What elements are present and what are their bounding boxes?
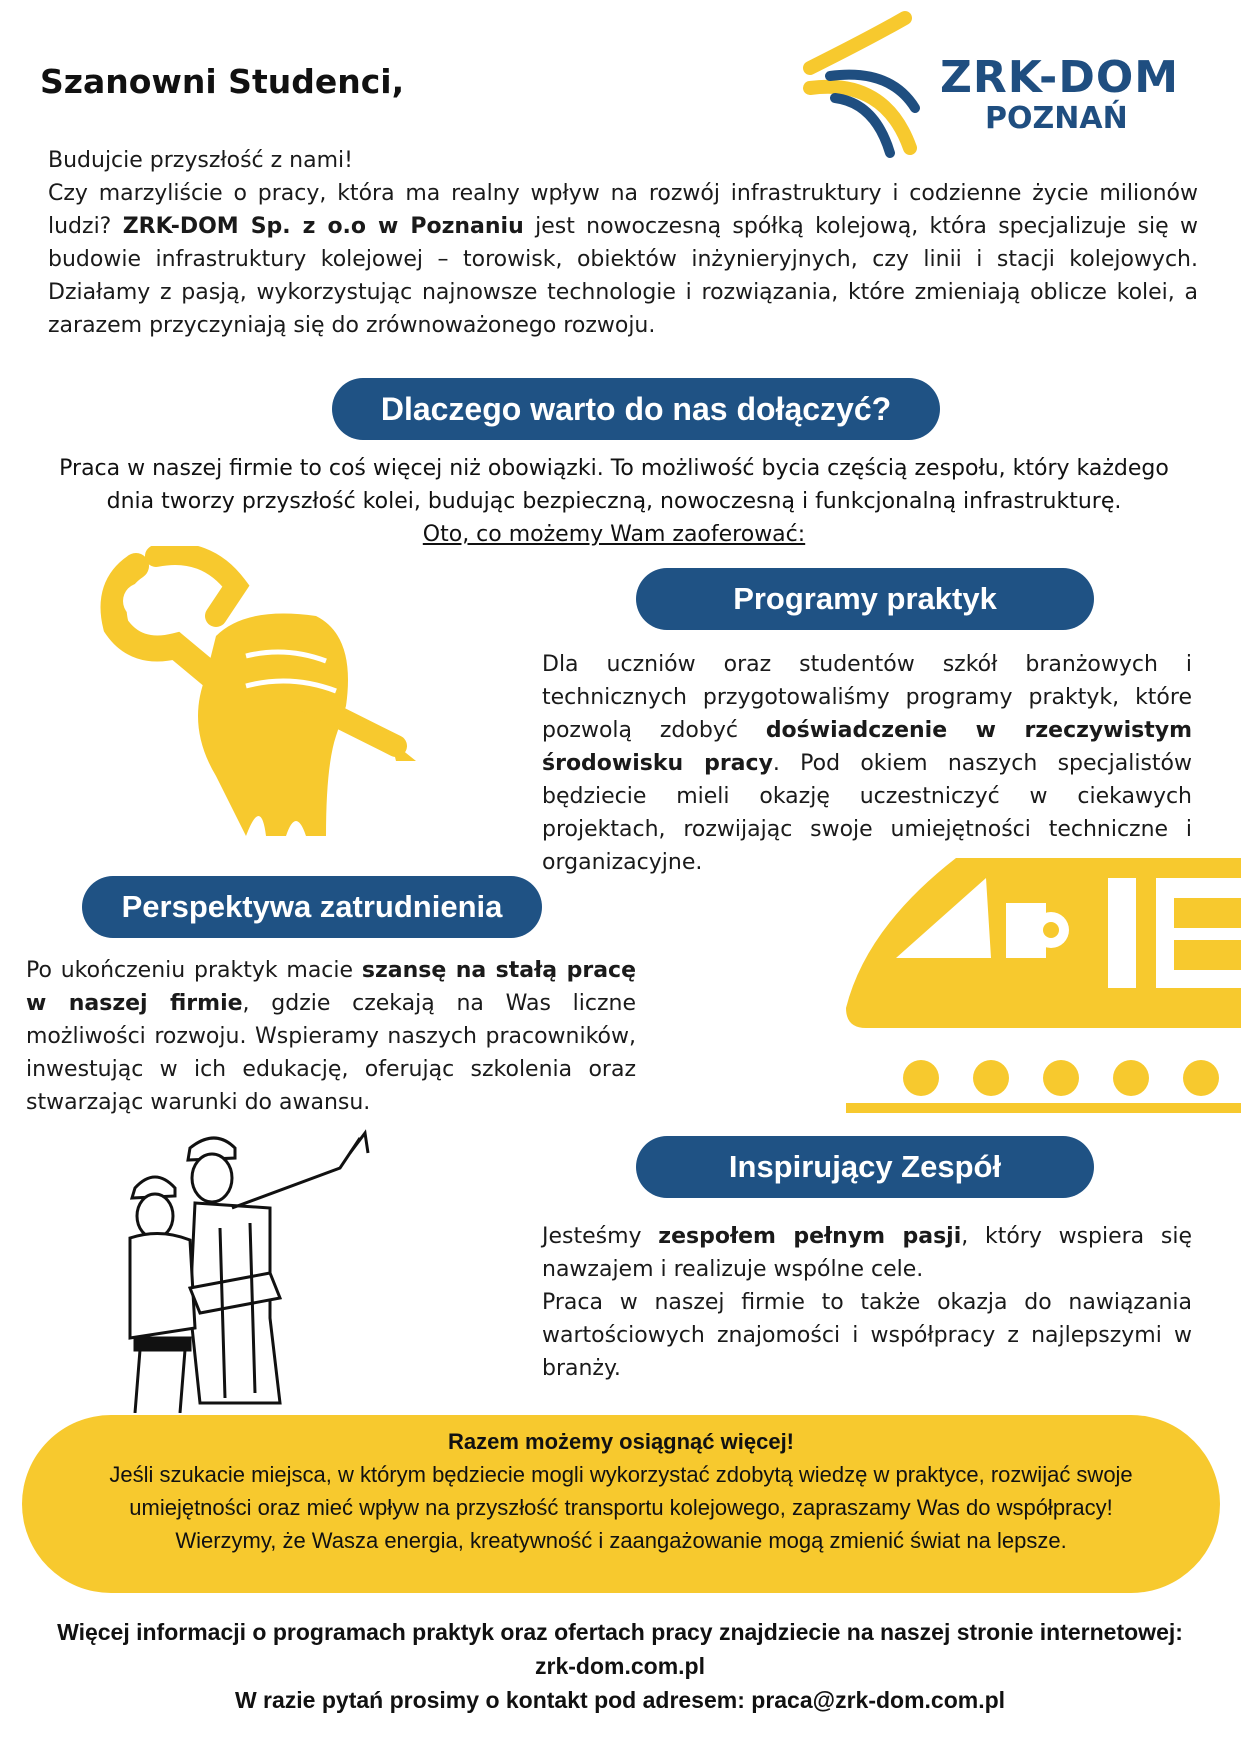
programs-text-b: . Pod okiem naszych specjalistów będziecie mieli okazję uczestniczyć w ciekawych projektach, rozwijając swoje umiejętności techniczne i organizacyjne. xyxy=(542,751,1192,875)
perspective-highlight: szansę na stałą pracę w naszej firmie xyxy=(26,958,637,1016)
intro-company-name: ZRK-DOM Sp. z o.o w Poznaniu xyxy=(122,214,524,239)
perspective-paragraph xyxy=(26,954,636,1119)
fist-wrench-illustration xyxy=(96,546,426,846)
programs-text-a: Dla uczniów oraz studentów szkół branżowych i technicznych przygotowaliśmy programy praktyk, które pozwolą zdobyć xyxy=(542,652,1192,743)
team-heading: Inspirujący Zespół xyxy=(636,1136,1094,1198)
logo-city: POZNAŃ xyxy=(985,101,1128,136)
programs-paragraph xyxy=(542,648,1192,879)
team-text-b: , który wspiera się nawzajem i realizuje wspólne cele. xyxy=(542,1224,1192,1282)
intro-headline: Budujcie przyszłość z nami! xyxy=(48,148,353,173)
why-join-paragraph: Praca w naszej firmie to coś więcej niż obowiązki. To możliwość bycia częścią zespołu, który każdego dnia tworzy przyszłość kolei, budując bezpieczną, nowoczesną i funkcjonalną infrastrukturę. xyxy=(59,456,1169,514)
logo-name: ZRK-DOM xyxy=(940,52,1180,103)
banner-text: Jeśli szukacie miejsca, w którym będziecie mogli wykorzystać zdobytą wiedzę w praktyce, rozwijać swoje umiejętności oraz mieć wpływ na przyszłość transportu kolejowego, zapraszamy Was do współpracy! Wierzymy, że Wasza energia, kreatywność i zaangażowanie mogą zmienić świat na lepsze. xyxy=(109,1462,1133,1553)
call-to-action-banner xyxy=(22,1415,1220,1593)
perspective-heading: Perspektywa zatrudnienia xyxy=(82,876,542,938)
programs-highlight: doświadczenie w rzeczywistym środowisku pracy xyxy=(542,718,1193,776)
team-highlight: zespołem pełnym pasji xyxy=(658,1224,962,1249)
train-icon xyxy=(846,858,1241,1113)
programs-heading: Programy praktyk xyxy=(636,568,1094,630)
team-text-c: Praca w naszej firmie to także okazja do nawiązania wartościowych znajomości i współpracy z najlepszymi w branży. xyxy=(542,1290,1192,1381)
page-title: Szanowni Studenci, xyxy=(40,62,405,101)
footer-website-info: Więcej informacji o programach praktyk oraz ofertach pracy znajdziecie na naszej stronie internetowej: zrk-dom.com.pl xyxy=(57,1619,1183,1679)
why-join-text xyxy=(34,452,1194,551)
footer-email-info: W razie pytań prosimy o kontakt pod adresem: praca@zrk-dom.com.pl xyxy=(234,1687,1006,1713)
team-paragraph xyxy=(542,1220,1192,1385)
workers-icon xyxy=(120,1128,400,1413)
team-text-a: Jesteśmy xyxy=(542,1224,659,1249)
intro-text-b: jest nowoczesną spółką kolejową, która specjalizuje się w budowie infrastruktury kolejowej – torowisk, obiektów inżynieryjnych, czy linii i stacji kolejowych. Działamy z pasją, wykorzystując najnowsze technologie i rozwiązania, które zmieniają oblicze kolei, a zarazem przyczyniają się do zrównoważonego rozwoju. xyxy=(48,214,1198,338)
fist-wrench-icon xyxy=(96,546,426,846)
perspective-text-a: Po ukończeniu praktyk macie xyxy=(26,958,362,983)
intro-paragraph xyxy=(48,144,1198,342)
footer-contact xyxy=(40,1615,1200,1717)
offer-subheading: Oto, co możemy Wam zaoferować: xyxy=(422,522,806,547)
workers-illustration xyxy=(120,1128,400,1413)
intro-text-a: Czy marzyliście o pracy, która ma realny wpływ na rozwój infrastruktury i codzienne życie milionów ludzi? xyxy=(48,181,1198,239)
banner-title: Razem możemy osiągnąć więcej! xyxy=(447,1429,795,1454)
why-join-heading: Dlaczego warto do nas dołączyć? xyxy=(332,378,940,440)
train-illustration xyxy=(846,858,1241,1113)
perspective-text-b: , gdzie czekają na Was liczne możliwości rozwoju. Wspieramy naszych pracowników, inwestując w ich edukację, oferując szkolenia oraz stwarzając warunki do awansu. xyxy=(26,991,636,1115)
